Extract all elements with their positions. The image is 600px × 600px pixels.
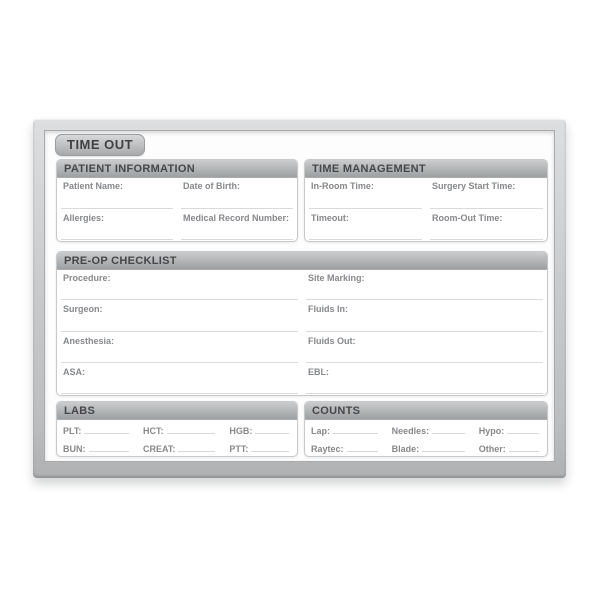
section-labs [56,401,298,457]
field-medical-record-number: Medical Record Number: [177,210,297,242]
field-plt [57,420,137,438]
field-lap [305,420,386,438]
whiteboard-frame [33,119,566,478]
write-line [251,443,289,452]
write-line [509,443,539,452]
section-patient-information [56,159,298,242]
field-hgb [223,420,297,438]
preop-checklist-fields [57,270,547,395]
field-creat-label: CREAT: [143,444,176,454]
field-hypo-label: Hypo: [478,426,505,436]
field-ptt-label: PTT: [229,444,249,454]
write-line [333,425,378,434]
field-fluids-out: Fluids Out: [302,333,547,364]
field-bun-label: BUN: [63,444,86,454]
write-line [89,443,130,452]
field-needles [386,420,473,438]
whiteboard-surface [44,130,555,462]
write-line [84,425,129,434]
write-line [507,425,539,434]
field-patient-name: Patient Name: [57,178,177,210]
field-procedure: Procedure: [57,270,302,301]
field-asa: ASA: [57,364,302,395]
section-time-management [304,159,548,242]
field-other-label: Other: [478,444,506,454]
section-header-labs: LABS [57,402,297,420]
field-ebl: EBL: [302,364,547,395]
field-plt-label: PLT: [63,426,82,436]
field-lap-label: Lap: [311,426,330,436]
field-surgery-start-time: Surgery Start Time: [426,178,547,210]
field-hct-label: HCT: [143,426,164,436]
field-room-out-time: Room-Out Time: [426,210,547,242]
section-header-counts: COUNTS [305,402,547,420]
section-header-preop-checklist: PRE-OP CHECKLIST [57,252,547,270]
field-hypo [473,420,547,438]
counts-fields [305,420,547,457]
write-line [432,425,465,434]
write-line [347,443,378,452]
field-raytec [305,438,386,456]
field-blade-label: Blade: [391,444,420,454]
field-raytec-label: Raytec: [311,444,344,454]
field-needles-label: Needles: [391,426,430,436]
time-management-fields [305,178,547,241]
field-ptt [223,438,297,456]
labs-fields [57,420,297,457]
field-hgb-label: HGB: [229,426,253,436]
field-bun [57,438,137,456]
field-site-marking: Site Marking: [302,270,547,301]
field-creat [137,438,223,456]
board-title-badge: TIME OUT [55,134,145,156]
field-hct [137,420,223,438]
field-surgeon: Surgeon: [57,301,302,332]
patient-information-fields [57,178,297,241]
field-fluids-in: Fluids In: [302,301,547,332]
field-allergies: Allergies: [57,210,177,242]
field-date-of-birth: Date of Birth: [177,178,297,210]
field-blade [386,438,473,456]
field-timeout: Timeout: [305,210,426,242]
section-header-patient-information: PATIENT INFORMATION [57,160,297,178]
write-line [255,425,289,434]
field-other [473,438,547,456]
write-line [178,443,215,452]
write-line [422,443,465,452]
field-anesthesia: Anesthesia: [57,333,302,364]
section-preop-checklist [56,251,548,396]
section-counts [304,401,548,457]
section-header-time-management: TIME MANAGEMENT [305,160,547,178]
write-line [167,425,216,434]
field-in-room-time: In-Room Time: [305,178,426,210]
